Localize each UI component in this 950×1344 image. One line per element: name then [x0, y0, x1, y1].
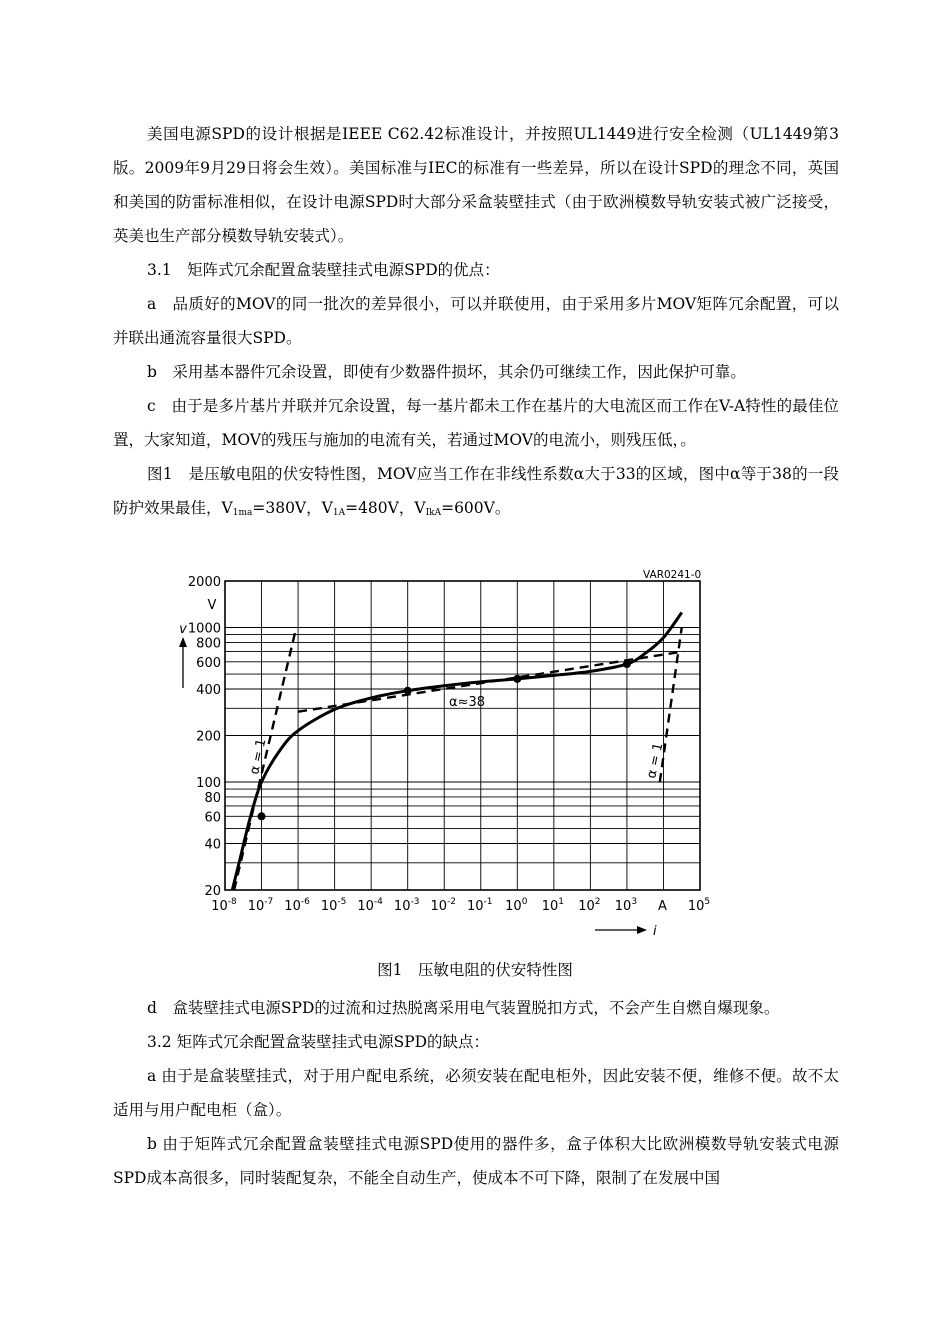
v1a-subscript: 1A: [332, 508, 346, 518]
v1ka-value: =600V。: [441, 499, 511, 517]
y-axis-arrowhead-icon: [179, 637, 187, 647]
x-tick-label: $10^{-8}$: [211, 897, 237, 914]
x-tick-label: $10^{-2}$: [430, 897, 456, 914]
y-axis-unit: V: [207, 598, 217, 613]
disadvantage-b: b 由于矩阵式冗余配置盒装壁挂式电源SPD使用的器件多，盒子体积大比欧洲模数导轨安装式电源SPD成本高很多，同时装配复杂，不能全自动生产，使成本不可下降，限制了在发展中国: [113, 1135, 839, 1187]
x-tick-labels: [211, 897, 710, 914]
v1a-value: =480V，: [345, 499, 415, 517]
v1ka-subscript: IkA: [425, 508, 442, 518]
y-tick-label: 400: [196, 682, 221, 698]
v1ma-subscript: 1ma: [232, 508, 253, 518]
alpha-38-label: α≈38: [449, 695, 486, 710]
x-tick-label: $10^{-1}$: [467, 897, 493, 914]
v1ma-symbol: V: [221, 499, 233, 517]
x-tick-label: $10^5$: [687, 897, 711, 914]
x-tick-label: $10^1$: [541, 897, 564, 914]
paragraph-us-spd-design: 美国电源SPD的设计根据是IEEE C62.42标准设计，并按照UL1449进行安全检测（UL1449第3版。2009年9月29日将会生效）。美国标准与IEC的标准有一些差异，所以在设计SPD的理念不同，英国和美国的防雷标准相似，在设计电源SPD时大部分采盒装壁挂式（由于欧洲模数导轨安装式被广泛接受，英美也生产部分模数导轨安装式）。: [113, 125, 839, 245]
x-tick-label: $10^3$: [614, 897, 638, 914]
x-tick-label: $10^{-5}$: [320, 897, 347, 914]
x-tick-label: $10^{-7}$: [247, 897, 274, 914]
grid: [225, 581, 700, 890]
alpha-1-right-label: α = 1: [644, 741, 667, 780]
x-tick-label: $10^{-6}$: [284, 897, 310, 914]
curve-marker: [513, 675, 521, 683]
advantage-a: a 品质好的MOV的同一批次的差异很小，可以并联使用，由于采用多片MOV矩阵冗余配置，可以并联出通流容量很大SPD。: [113, 295, 839, 347]
x-tick-label: $10^{-3}$: [393, 897, 420, 914]
y-tick-label: 200: [196, 729, 221, 745]
x-tick-label: A: [658, 899, 667, 914]
y-tick-label: 2000: [187, 575, 221, 590]
y-tick-label: 60: [204, 810, 221, 826]
y-tick-label: 600: [196, 655, 221, 671]
advantage-d: d 盒装壁挂式电源SPD的过流和过热脱离采用电气装置脱扣方式，不会产生自燃自爆现象。: [147, 999, 780, 1017]
y-tick-label: 40: [204, 837, 221, 853]
heading-3-2-disadvantages: 3.2 矩阵式冗余配置盒装壁挂式电源SPD的缺点：: [147, 1033, 490, 1051]
v1ka-symbol: V: [414, 499, 426, 517]
v1ma-value: =380V，: [252, 499, 322, 517]
alpha-1-left-label: α = 1: [247, 737, 270, 776]
va-characteristic-figure: [175, 563, 735, 943]
advantage-c: c 由于是多片基片并联并冗余设置，每一基片都未工作在基片的大电流区而工作在V-A特性的最佳位置，大家知道，MOV的残压与施加的电流有关，若通过MOV的电流小，则残压低，。: [113, 397, 839, 449]
figure-code: VAR0241-0: [643, 569, 702, 581]
v1a-symbol: V: [321, 499, 333, 517]
heading-3-1-advantages: 3.1 矩阵式冗余配置盒装壁挂式电源SPD的优点：: [147, 261, 500, 279]
figure-description-text: 图1 是压敏电阻的伏安特性图，MOV应当工作在非线性系数α大于33的区域，图中α等于38的一段防护效果最佳，: [113, 465, 839, 517]
y-tick-labels: [188, 575, 221, 899]
x-tick-label: $10^0$: [505, 897, 528, 914]
x-axis-symbol: i: [653, 924, 657, 939]
x-tick-label: $10^{-4}$: [357, 897, 383, 914]
va-curve: [232, 613, 681, 890]
va-characteristic-chart: [175, 563, 735, 943]
x-axis-arrowhead-icon: [637, 926, 647, 934]
curve-marker: [404, 687, 412, 695]
y-tick-label: 80: [204, 790, 221, 806]
y-tick-label: 20: [204, 884, 221, 899]
y-tick-label: 1000: [187, 621, 221, 637]
x-tick-label: $10^2$: [578, 897, 601, 914]
figure-caption: 图1 压敏电阻的伏安特性图: [377, 961, 573, 979]
curve-marker: [258, 812, 266, 820]
y-tick-label: 100: [196, 776, 221, 792]
figure-description-paragraph: [113, 457, 839, 525]
curve-marker: [623, 660, 631, 668]
disadvantage-a: a 由于是盒装壁挂式，对于用户配电系统，必须安装在配电柜外，因此安装不便，维修不便。故不太适用与用户配电柜（盒）。: [113, 1067, 839, 1119]
y-axis-symbol: v: [179, 622, 187, 637]
y-tick-label: 800: [196, 636, 221, 652]
advantage-b: b 采用基本器件冗余设置，即使有少数器件损坏，其余仍可继续工作，因此保护可靠。: [147, 363, 746, 381]
